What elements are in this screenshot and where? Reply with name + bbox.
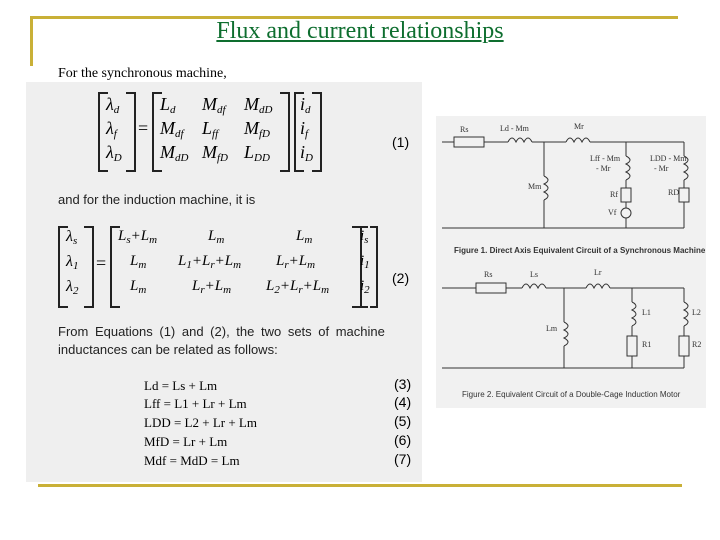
fig1-label-rs: Rs	[460, 125, 469, 134]
ind-lhs-bracket-r	[84, 226, 94, 308]
fig1-caption: Figure 1. Direct Axis Equivalent Circuit of a Synchronous Machine	[454, 246, 706, 255]
fig1-label-mr: Mr	[574, 122, 584, 131]
induction-intro: and for the induction machine, it is	[58, 192, 256, 207]
ind-L-12: $L_r+L_m$	[276, 253, 316, 271]
fig1-vf-source	[621, 208, 631, 218]
ind-rhs-0: $i_s$	[360, 228, 369, 246]
fig2-l1-inductor	[632, 302, 636, 326]
relation-3: Ld = Ls + Lm	[144, 378, 218, 393]
fig1-lff-inductor	[626, 156, 630, 180]
sync-L-21: $M_{fD}$	[202, 142, 228, 164]
ind-rhs-1: $i_1$	[360, 253, 370, 271]
eq-number-2: (2)	[392, 270, 410, 286]
ind-rhs-2: $i_2$	[360, 278, 370, 296]
eq-number-7: (7)	[394, 451, 412, 467]
sync-lhs-1: $\lambda_f$	[106, 118, 117, 140]
slide-title: Flux and current relationships	[216, 18, 504, 44]
fig2-caption: Figure 2. Equivalent Circuit of a Double-Cage Induction Motor	[462, 390, 681, 399]
fig2-label-rs: Rs	[484, 270, 493, 279]
fig2-ls-inductor	[522, 284, 546, 288]
fig1-ld-inductor	[508, 138, 532, 142]
fig1-rd-resistor	[679, 188, 689, 202]
eq-number-4: (4)	[394, 394, 412, 410]
para-line-2: inductances can be related as follows:	[58, 342, 278, 357]
fig1-label-lff2: - Mr	[596, 164, 611, 173]
ind-L-01: $L_m$	[208, 228, 225, 246]
sync-rhs-bracket-r	[312, 92, 322, 172]
relation-4: Lff = L1 + Lr + Lm	[144, 396, 247, 411]
para-line-1: From Equations (1) and (2), the two sets of machine	[58, 324, 385, 339]
fig2-label-l1: L1	[642, 308, 651, 317]
ind-L-20: $L_m$	[130, 278, 147, 296]
eq-number-1: (1)	[392, 134, 410, 150]
sync-rhs-1: $i_f$	[300, 118, 309, 140]
sync-rhs-2: $i_D$	[300, 142, 313, 164]
sync-L-22: $L_{DD}$	[244, 142, 270, 164]
fig1-rs-resistor	[454, 137, 484, 147]
sync-L-12: $M_{fD}$	[244, 118, 270, 140]
eq-number-5: (5)	[394, 413, 412, 429]
fig1-label-lff: Lff - Mm	[590, 154, 621, 163]
fig2-rs-resistor	[476, 283, 506, 293]
fig2-r2-resistor	[679, 336, 689, 356]
ind-rhs-bracket-r	[370, 226, 378, 308]
fig1-label-rf: Rf	[610, 190, 618, 199]
ind-L-21: $L_r+L_m$	[192, 278, 232, 296]
fig2-lr-inductor	[586, 284, 610, 288]
ind-lhs-1: $\lambda_1$	[66, 253, 79, 272]
fig1-label-mm: Mm	[528, 182, 542, 191]
ind-L-22: $L_2+L_r+L_m$	[266, 278, 330, 296]
fig2-label-lr: Lr	[594, 268, 602, 277]
fig2-label-r2: R2	[692, 340, 702, 349]
fig2-label-l2: L2	[692, 308, 701, 317]
ind-lhs-0: $\lambda_s$	[66, 228, 78, 247]
fig1-label-ldd: LDD - Mm	[650, 154, 687, 163]
sync-equals: =	[138, 118, 149, 138]
fig1-mm-inductor	[544, 176, 548, 200]
fig2-l2-inductor	[684, 302, 688, 326]
ind-L-10: $L_m$	[130, 253, 147, 271]
sync-L-20: $M_{dD}$	[160, 142, 189, 164]
sync-L-10: $M_{df}$	[160, 118, 184, 140]
fig2-label-ls: Ls	[530, 270, 538, 279]
fig2-lm-inductor	[564, 322, 568, 346]
sync-lhs-0: $\lambda_d$	[106, 94, 120, 116]
slide-subtitle: For the synchronous machine,	[58, 66, 227, 81]
sync-lhs-2: $\lambda_D$	[106, 142, 122, 164]
fig1-label-ldd2: - Mr	[654, 164, 669, 173]
sync-L-00: $L_d$	[160, 94, 176, 116]
ind-L-02: $L_m$	[296, 228, 313, 246]
sync-L-02: $M_{dD}$	[244, 94, 273, 116]
eq-number-6: (6)	[394, 432, 412, 448]
fig1-label-ld: Ld - Mm	[500, 124, 529, 133]
ind-lhs-2: $\lambda_2$	[66, 278, 79, 297]
fig2-label-r1: R1	[642, 340, 652, 349]
equations-scan	[26, 82, 422, 482]
fig1-label-rd: RD	[668, 188, 680, 197]
fig2-label-lm: Lm	[546, 324, 558, 333]
sync-rhs-0: $i_d$	[300, 94, 311, 116]
sync-L-11: $L_{ff}$	[202, 118, 219, 140]
relation-7: Mdf = MdD = Lm	[144, 453, 240, 468]
ind-L-00: $L_s+L_m$	[118, 228, 158, 246]
fig1-rf-resistor	[621, 188, 631, 202]
relation-5: LDD = L2 + Lr + Lm	[144, 415, 257, 430]
sync-L-bracket-r	[280, 92, 290, 172]
bottom-rule	[38, 484, 682, 487]
relation-6: MfD = Lr + Lm	[144, 434, 228, 449]
sync-lhs-bracket-r	[126, 92, 136, 172]
sync-L-01: $M_{df}$	[202, 94, 226, 116]
fig1-mr-inductor	[566, 138, 590, 142]
ind-L-11: $L_1+L_r+L_m$	[178, 253, 242, 271]
fig2-r1-resistor	[627, 336, 637, 356]
eq-number-3: (3)	[394, 376, 412, 392]
fig1-label-vf: Vf	[608, 208, 617, 217]
ind-equals: =	[96, 253, 107, 273]
circuits-scan	[436, 116, 706, 408]
